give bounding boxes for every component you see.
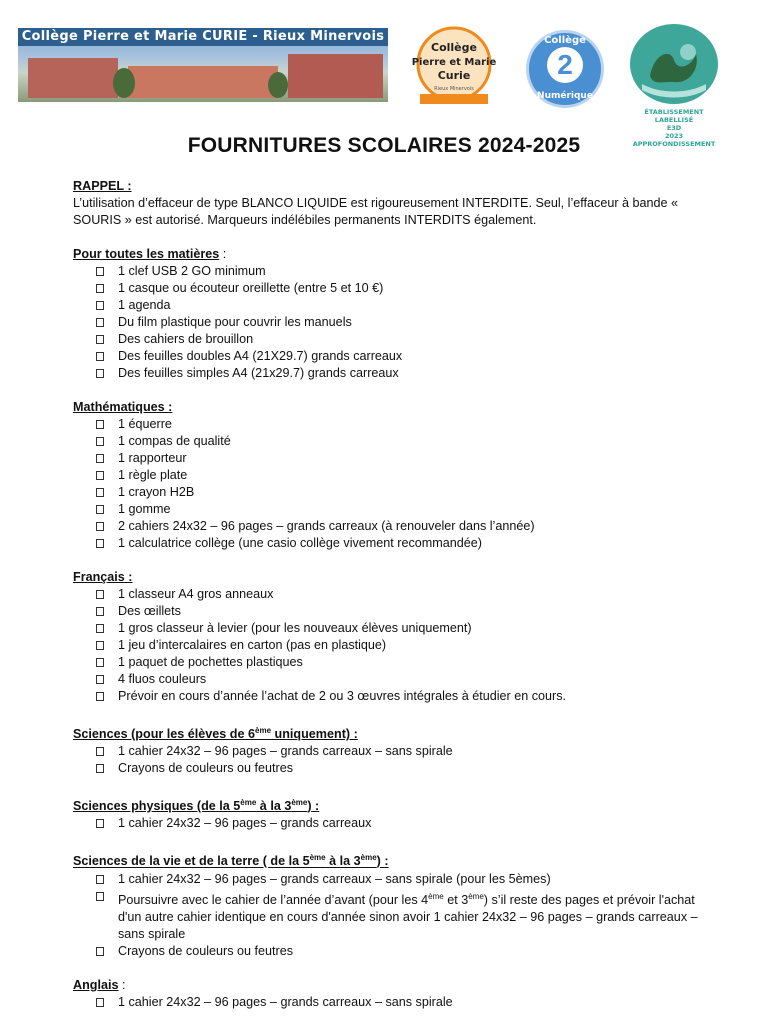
- checkbox-icon: [96, 437, 104, 446]
- heading-sup: ème: [360, 853, 377, 863]
- checkbox-icon: [96, 369, 104, 378]
- e3d-text-5: APPROFONDISSEMENT: [632, 140, 716, 148]
- checkbox-icon: [96, 505, 104, 514]
- checkbox-icon: [96, 819, 104, 828]
- item-list: [73, 586, 713, 705]
- heading-part: Sciences physiques (de la 5: [73, 799, 241, 814]
- item-text: 1 agenda: [118, 298, 171, 312]
- list-item: [73, 943, 713, 960]
- heading-part: Sciences de la vie et de la terre ( de la 5: [73, 854, 310, 869]
- section-sciences-6eme: [73, 722, 713, 777]
- logo-curie-line1: Collège: [431, 41, 477, 54]
- item-text: 2 cahiers 24x32 – 96 pages – grands carreaux (à renouveler dans l’année): [118, 519, 535, 533]
- building-shape: [28, 58, 118, 98]
- checkbox-icon: [96, 301, 104, 310]
- item-text: 4 fluos couleurs: [118, 672, 207, 686]
- list-item: [73, 688, 713, 705]
- section-sciences-physiques: [73, 794, 713, 832]
- checkbox-icon: [96, 747, 104, 756]
- list-item: [73, 433, 713, 450]
- list-item: [73, 467, 713, 484]
- college-curie-logo: [402, 24, 506, 110]
- list-item: [73, 815, 713, 832]
- rappel-section: [73, 178, 713, 229]
- list-item: [73, 637, 713, 654]
- item-sup: ème: [428, 891, 444, 901]
- section-svt: [73, 849, 713, 959]
- e3d-emblem: [630, 24, 718, 104]
- checkbox-icon: [96, 420, 104, 429]
- heading-part: à la 3: [256, 799, 292, 814]
- item-text-part: ) s’il reste des pages et prévoir l'achat d'un autre cahier identique en cours d'année sinon avoir 1 cahier 24x32 – 96 pages – grands carreaux – sans spirale: [118, 892, 698, 941]
- checkbox-icon: [96, 675, 104, 684]
- item-text: 1 compas de qualité: [118, 434, 231, 448]
- list-item: [73, 871, 713, 888]
- checkbox-icon: [96, 641, 104, 650]
- list-item: [73, 888, 713, 943]
- school-banner-photo: [18, 28, 388, 102]
- list-item: [73, 348, 713, 365]
- item-list: [73, 263, 713, 382]
- checkbox-icon: [96, 522, 104, 531]
- logo-curie-sub: Rieux Minervois: [434, 86, 474, 92]
- checkbox-icon: [96, 539, 104, 548]
- rappel-text: L’utilisation d’effaceur de type BLANCO LIQUIDE est rigoureusement INTERDITE. Seul, l’effaceur à bande « SOURIS » est autorisé. Marqueurs indélébiles permanents INTERDITS également.: [73, 196, 679, 227]
- item-text: Crayons de couleurs ou feutres: [118, 943, 294, 958]
- section-francais: [73, 569, 713, 705]
- heading-sup: ème: [255, 726, 272, 735]
- e3d-text-4: 2023: [664, 132, 684, 140]
- section-heading-colon: :: [219, 247, 227, 261]
- numerique-number: 2: [547, 47, 583, 83]
- checkbox-icon: [96, 892, 104, 901]
- checkbox-icon: [96, 998, 104, 1007]
- numerique-top-text: Collège: [544, 35, 586, 46]
- list-item: [73, 331, 713, 348]
- item-text: Des feuilles simples A4 (21x29.7) grands carreaux: [118, 366, 399, 380]
- list-item: [73, 263, 713, 280]
- e3d-label-logo: [624, 24, 724, 152]
- section-heading: [73, 977, 713, 994]
- list-item: [73, 518, 713, 535]
- list-item: [73, 314, 713, 331]
- item-list: [73, 815, 713, 832]
- section-heading-text: Pour toutes les matières: [73, 247, 220, 261]
- section-anglais: [73, 977, 713, 1011]
- checkbox-icon: [96, 471, 104, 480]
- item-text: Des cahiers de brouillon: [118, 332, 254, 346]
- item-text: Des feuilles doubles A4 (21X29.7) grands carreaux: [118, 349, 403, 363]
- rappel-heading: RAPPEL :: [73, 179, 132, 193]
- list-item: [73, 586, 713, 603]
- list-item: [73, 671, 713, 688]
- list-item: [73, 620, 713, 637]
- heading-sup: ème: [291, 798, 308, 808]
- checkbox-icon: [96, 764, 104, 773]
- checkbox-icon: [96, 318, 104, 327]
- tree-shape: [268, 72, 288, 98]
- item-list: [73, 416, 713, 552]
- item-text: 1 règle plate: [118, 468, 188, 482]
- section-heading: [73, 722, 713, 743]
- section-heading: [73, 849, 713, 870]
- item-text: 1 classeur A4 gros anneaux: [118, 587, 274, 601]
- item-text: 1 calculatrice collège (une casio collège vivement recommandée): [118, 536, 483, 550]
- item-text: 1 équerre: [118, 417, 172, 431]
- heading-part: ) :: [376, 854, 389, 869]
- building-shape: [128, 66, 278, 98]
- list-item: [73, 297, 713, 314]
- list-item: [73, 743, 713, 760]
- item-text: 1 cahier 24x32 – 96 pages – grands carreaux – sans spirale: [118, 744, 453, 759]
- section-heading: [73, 794, 713, 815]
- heading-sup: ème: [309, 853, 326, 863]
- item-text: 1 casque ou écouteur oreillette (entre 5 et 10 €): [118, 281, 384, 295]
- list-item: [73, 501, 713, 518]
- item-text: 1 gomme: [118, 502, 171, 516]
- e3d-text-1: ÉTABLISSEMENT: [644, 108, 704, 116]
- item-text: 1 rapporteur: [118, 451, 187, 465]
- section-heading: [73, 246, 713, 263]
- list-item: [73, 760, 713, 777]
- item-text: 1 crayon H2B: [118, 485, 195, 499]
- heading-part: uniquement) :: [271, 727, 358, 742]
- section-heading-colon: :: [118, 977, 126, 992]
- heading-part: Sciences (pour les élèves de 6: [73, 727, 256, 742]
- item-text: Prévoir en cours d’année l’achat de 2 ou 3 œuvres intégrales à étudier en cours.: [118, 689, 567, 703]
- e3d-text-3: E3D: [666, 124, 682, 132]
- list-item: [73, 535, 713, 552]
- heading-sup: ème: [240, 798, 257, 808]
- section-heading: Mathématiques :: [73, 400, 173, 414]
- e3d-emblem-graphic: [630, 24, 718, 104]
- college-numerique-logo: [526, 30, 604, 108]
- checkbox-icon: [96, 947, 104, 956]
- checkbox-icon: [96, 590, 104, 599]
- list-item: [73, 365, 713, 382]
- tree-shape: [113, 68, 135, 98]
- checkbox-icon: [96, 454, 104, 463]
- item-text: 1 clef USB 2 GO minimum: [118, 264, 266, 278]
- item-list: [73, 871, 713, 960]
- item-sup: ème: [468, 891, 484, 901]
- checkbox-icon: [96, 488, 104, 497]
- e3d-text-2: LABELLISÉ: [654, 116, 694, 124]
- section-toutes-matieres: [73, 246, 713, 382]
- logo-curie-graphic: [402, 24, 506, 110]
- section-heading: Français :: [73, 570, 133, 584]
- heading-part: ) :: [307, 799, 320, 814]
- list-item: [73, 450, 713, 467]
- checkbox-icon: [96, 658, 104, 667]
- checkbox-icon: [96, 692, 104, 701]
- checkbox-icon: [96, 875, 104, 884]
- checkbox-icon: [96, 624, 104, 633]
- list-item: [73, 654, 713, 671]
- list-item: [73, 280, 713, 297]
- page-title: FOURNITURES SCOLAIRES 2024-2025: [187, 134, 581, 157]
- section-mathematiques: [73, 399, 713, 552]
- logo-curie-line2: Pierre et Marie: [411, 57, 497, 68]
- building-shape: [288, 54, 383, 98]
- checkbox-icon: [96, 352, 104, 361]
- item-list: [73, 743, 713, 777]
- item-text: 1 gros classeur à levier (pour les nouveaux élèves uniquement): [118, 621, 472, 635]
- item-text: 1 cahier 24x32 – 96 pages – grands carreaux – sans spirale: [118, 994, 453, 1009]
- list-item: [73, 416, 713, 433]
- checkbox-icon: [96, 267, 104, 276]
- numerique-bottom-text: Numérique: [537, 91, 593, 101]
- list-item: [73, 484, 713, 501]
- item-text-part: Poursuivre avec le cahier de l’année d’avant (pour les 4: [118, 892, 429, 907]
- item-text: 1 jeu d’intercalaires en carton (pas en plastique): [118, 638, 387, 652]
- list-item: [73, 994, 713, 1011]
- item-list: [73, 994, 713, 1011]
- item-text: 1 paquet de pochettes plastiques: [118, 655, 303, 669]
- item-text: 1 cahier 24x32 – 96 pages – grands carreaux: [118, 816, 372, 831]
- item-text: Des œillets: [118, 604, 181, 618]
- checkbox-icon: [96, 335, 104, 344]
- list-item: [73, 603, 713, 620]
- item-text: Du film plastique pour couvrir les manuels: [118, 315, 352, 329]
- item-text-part: et 3: [443, 892, 469, 907]
- logo-curie-line3: Curie: [437, 69, 471, 82]
- item-text: 1 cahier 24x32 – 96 pages – grands carreaux – sans spirale (pour les 5èmes): [118, 871, 551, 886]
- supply-list: [73, 178, 713, 1028]
- checkbox-icon: [96, 284, 104, 293]
- banner-title: Collège Pierre et Marie CURIE - Rieux Minervois: [18, 28, 388, 46]
- checkbox-icon: [96, 607, 104, 616]
- item-text: Crayons de couleurs ou feutres: [118, 761, 294, 776]
- heading-part: à la 3: [325, 854, 361, 869]
- section-heading-text: Anglais: [73, 977, 119, 992]
